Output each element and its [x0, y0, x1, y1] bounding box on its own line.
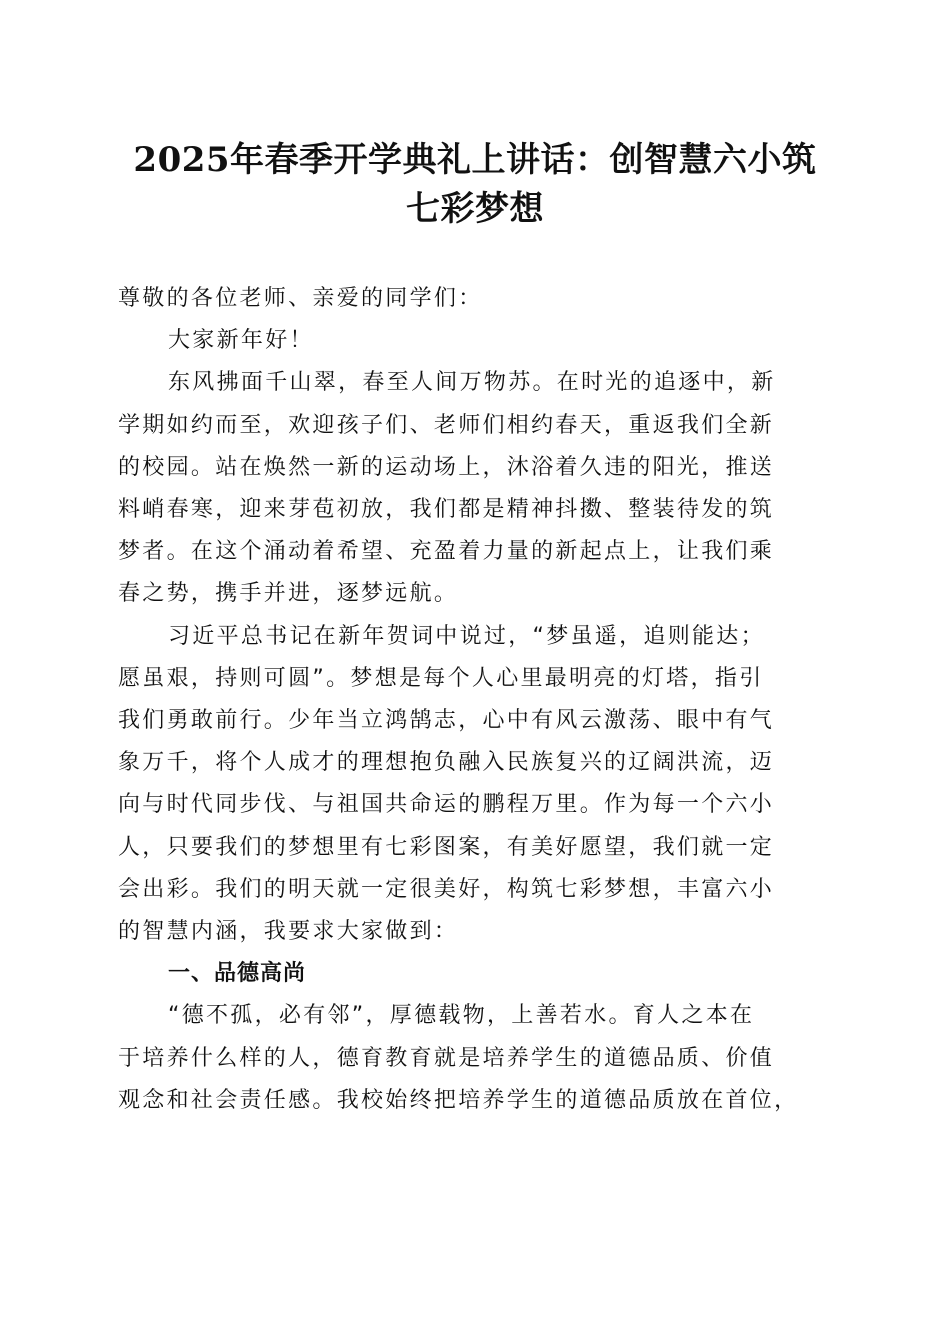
paragraph-2-line: 象万千，将个人成才的理想抱负融入民族复兴的辽阔洪流，迈 — [118, 750, 775, 776]
paragraph-2-line: 会出彩。我们的明天就一定很美好，构筑七彩梦想，丰富六小 — [118, 876, 775, 902]
paragraph-1-line: 春之势，携手并进，逐梦远航。 — [118, 581, 459, 607]
title-line-2: 七彩梦想 — [406, 189, 544, 229]
paragraph-1-line: 的校园。站在焕然一新的运动场上，沐浴着久违的阳光，推送 — [118, 454, 775, 480]
document-body — [118, 278, 828, 1122]
section-heading-1: 一、品德高尚 — [168, 961, 307, 987]
paragraph-2-line: 人，只要我们的梦想里有七彩图案，有美好愿望，我们就一定 — [118, 834, 775, 860]
paragraph-1 — [118, 362, 828, 615]
greeting: 大家新年好！ — [168, 328, 314, 354]
paragraph-2-line: 愿虽艰，持则可圆”。梦想是每个人心里最明亮的灯塔，指引 — [118, 665, 764, 691]
paragraph-2-line: 习近平总书记在新年贺词中说过，“梦虽遥，追则能达； — [168, 623, 765, 649]
paragraph-2-line: 我们勇敢前行。少年当立鸿鹄志，心中有风云激荡、眼中有气 — [118, 708, 775, 734]
paragraph-2 — [118, 616, 828, 954]
paragraph-3-line: 观念和社会责任感。我校始终把培养学生的道德品质放在首位， — [118, 1087, 799, 1113]
paragraph-1-line: 料峭春寒，迎来芽苞初放，我们都是精神抖擞、整装待发的筑 — [118, 497, 775, 523]
paragraph-1-line: 学期如约而至，欢迎孩子们、老师们相约春天，重返我们全新 — [118, 412, 775, 438]
salutation: 尊敬的各位老师、亲爱的同学们： — [118, 286, 483, 311]
paragraph-1-line: 东风拂面千山翠，春至人间万物苏。在时光的追逐中，新 — [168, 370, 776, 396]
paragraph-2-line: 的智慧内涵，我要求大家做到： — [118, 919, 459, 945]
title-line-1: 2025年春季开学典礼上讲话：创智慧六小筑 — [133, 140, 817, 180]
paragraph-1-line: 梦者。在这个涌动着希望、充盈着力量的新起点上，让我们乘 — [118, 539, 775, 565]
paragraph-2-line: 向与时代同步伐、与祖国共命运的鹏程万里。作为每一个六小 — [118, 792, 775, 818]
document-title — [118, 136, 832, 234]
paragraph-3-line: “德不孤，必有邻”，厚德载物，上善若水。育人之本在 — [168, 1003, 755, 1029]
paragraph-3-line: 于培养什么样的人，德育教育就是培养学生的道德品质、价值 — [118, 1045, 775, 1071]
paragraph-3 — [118, 995, 828, 1122]
